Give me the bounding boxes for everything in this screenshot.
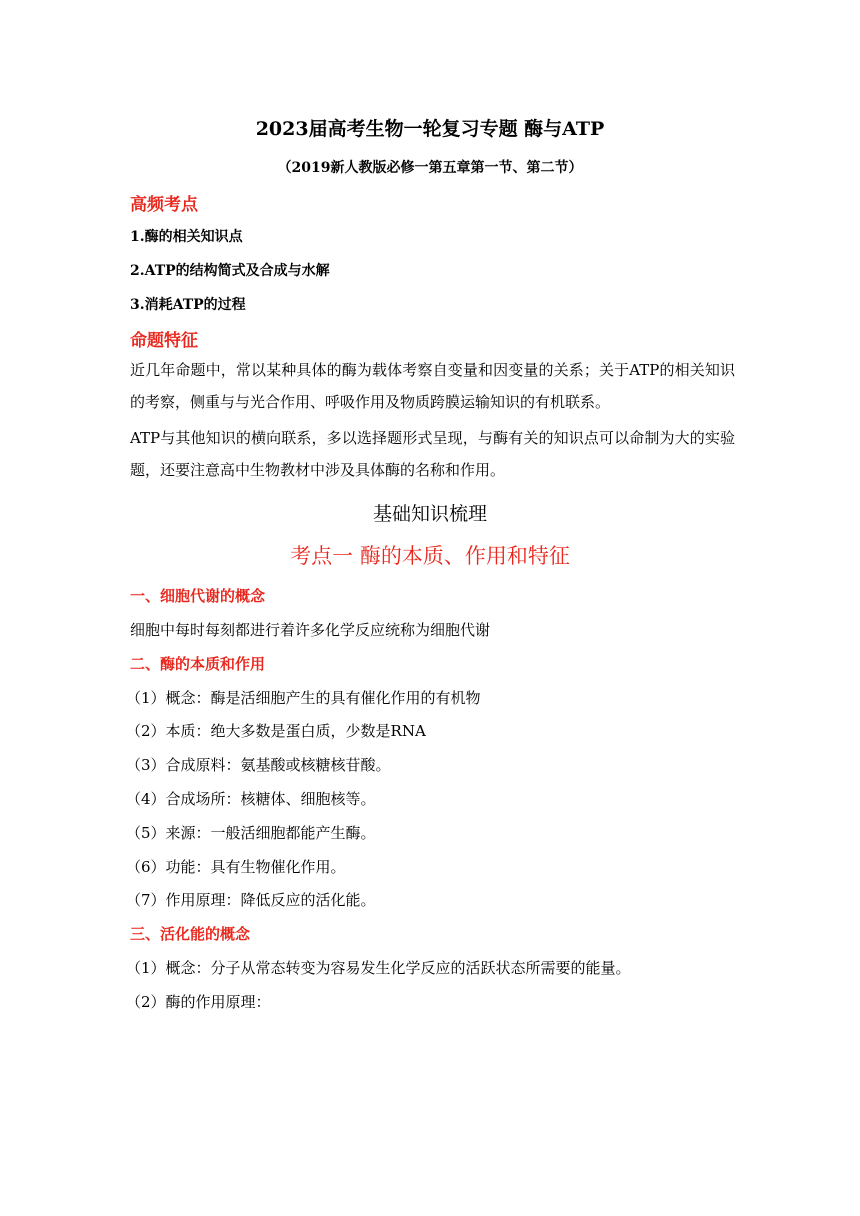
metabolism-text: 细胞中每时每刻都进行着许多化学反应统称为细胞代谢 bbox=[130, 621, 491, 639]
enzyme-line: （4）合成场所：核糖体、细胞核等。 bbox=[126, 790, 376, 808]
key-point-item: 2.ATP的结构简式及合成与水解 bbox=[130, 263, 330, 279]
activation-line: （1）概念：分子从常态转变为容易发生化学反应的活跃状态所需要的能量。 bbox=[126, 959, 631, 977]
key-point-item: 1.酶的相关知识点 bbox=[130, 229, 243, 245]
main-heading: 基础知识梳理 bbox=[372, 503, 487, 525]
activation-line: （2）酶的作用原理： bbox=[126, 993, 271, 1011]
features-paragraph-1: 近几年命题中，常以某种具体的酶为载体考察自变量和因变量的关系；关于ATP的相关知识的考察，侧重与与光合作用、呼吸作用及物质跨膜运输知识的有机联系。 bbox=[130, 361, 735, 411]
document-subtitle: （2019新人教版必修一第五章第一节、第二节） bbox=[277, 160, 583, 176]
topic-heading: 考点一 酶的本质、作用和特征 bbox=[290, 544, 570, 568]
key-point-item: 3.消耗ATP的过程 bbox=[130, 297, 246, 313]
enzyme-line: （3）合成原料：氨基酸或核糖核苷酸。 bbox=[126, 756, 391, 774]
enzyme-line: （7）作用原理：降低反应的活化能。 bbox=[126, 891, 376, 909]
part-heading-metabolism: 一、细胞代谢的概念 bbox=[130, 587, 266, 605]
enzyme-line: （1）概念：酶是活细胞产生的具有催化作用的有机物 bbox=[126, 689, 481, 707]
document-title: 2023届高考生物一轮复习专题 酶与ATP bbox=[255, 118, 605, 140]
enzyme-line: （2）本质：绝大多数是蛋白质，少数是RNA bbox=[126, 722, 426, 740]
part-heading-activation-energy: 三、活化能的概念 bbox=[130, 925, 251, 943]
enzyme-line: （5）来源：一般活细胞都能产生酶。 bbox=[126, 824, 376, 842]
part-heading-enzyme: 二、酶的本质和作用 bbox=[130, 655, 266, 673]
enzyme-line: （6）功能：具有生物催化作用。 bbox=[126, 858, 346, 876]
features-paragraph-2: ATP与其他知识的横向联系，多以选择题形式呈现，与酶有关的知识点可以命制为大的实验题，还要注意高中生物教材中涉及具体酶的名称和作用。 bbox=[130, 429, 735, 479]
section-heading-features: 命题特征 bbox=[130, 331, 198, 351]
section-heading-high-frequency: 高频考点 bbox=[130, 195, 198, 215]
